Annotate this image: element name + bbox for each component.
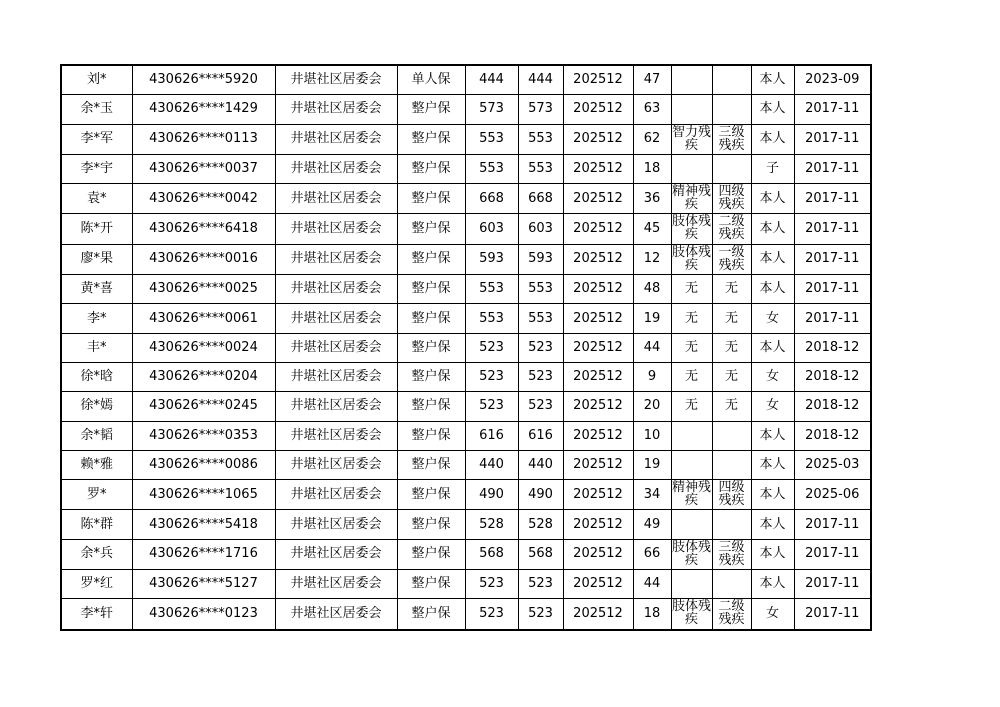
relation-cell: 子 xyxy=(751,154,794,183)
name-cell: 徐*嫣 xyxy=(61,392,132,421)
relation-cell: 本人 xyxy=(751,275,794,304)
disability-level-cell xyxy=(712,154,751,183)
relation-cell: 本人 xyxy=(751,510,794,539)
type-cell: 整户保 xyxy=(397,333,465,362)
name-cell: 罗* xyxy=(61,480,132,510)
table-row xyxy=(61,599,871,630)
disability-type-cell xyxy=(671,95,712,124)
id-cell: 430626****0016 xyxy=(132,244,275,274)
age-cell: 48 xyxy=(633,275,671,304)
disability-type-cell xyxy=(671,421,712,450)
org-cell: 井堪社区居委会 xyxy=(275,450,397,479)
amount-cell: 553 xyxy=(465,275,518,304)
org-cell: 井堪社区居委会 xyxy=(275,362,397,391)
table-row xyxy=(61,95,871,124)
table-row xyxy=(61,275,871,304)
disability-level-cell xyxy=(712,510,751,539)
amount2-cell: 593 xyxy=(518,244,563,274)
amount2-cell: 553 xyxy=(518,275,563,304)
amount-cell: 523 xyxy=(465,570,518,599)
org-cell: 井堪社区居委会 xyxy=(275,154,397,183)
table-row xyxy=(61,244,871,274)
table-row xyxy=(61,184,871,214)
disability-type-cell: 无 xyxy=(671,275,712,304)
age-cell: 34 xyxy=(633,480,671,510)
org-cell: 井堪社区居委会 xyxy=(275,333,397,362)
table-row xyxy=(61,421,871,450)
disability-level-cell: 二级残疾 xyxy=(712,599,751,630)
org-cell: 井堪社区居委会 xyxy=(275,275,397,304)
age-cell: 45 xyxy=(633,214,671,244)
age-cell: 19 xyxy=(633,304,671,333)
org-cell: 井堪社区居委会 xyxy=(275,244,397,274)
date-cell: 2017-11 xyxy=(794,95,871,124)
date-cell: 2018-12 xyxy=(794,362,871,391)
disability-type-cell xyxy=(671,450,712,479)
type-cell: 整户保 xyxy=(397,304,465,333)
disability-type-cell: 肢体残疾 xyxy=(671,214,711,243)
age-cell: 9 xyxy=(633,362,671,391)
id-cell: 430626****6418 xyxy=(132,214,275,244)
amount2-cell: 553 xyxy=(518,154,563,183)
period-cell: 202512 xyxy=(563,539,633,569)
period-cell: 202512 xyxy=(563,304,633,333)
age-cell: 44 xyxy=(633,333,671,362)
date-cell: 2017-11 xyxy=(794,275,871,304)
date-cell: 2017-11 xyxy=(794,214,871,244)
type-cell: 整户保 xyxy=(397,275,465,304)
age-cell: 47 xyxy=(633,65,671,95)
table-body xyxy=(61,65,871,630)
disability-level-cell: 四级残疾 xyxy=(712,480,751,510)
date-cell: 2017-11 xyxy=(794,599,871,630)
table-row xyxy=(61,304,871,333)
org-cell: 井堪社区居委会 xyxy=(275,570,397,599)
period-cell: 202512 xyxy=(563,65,633,95)
date-cell: 2017-11 xyxy=(794,124,871,154)
amount2-cell: 440 xyxy=(518,450,563,479)
date-cell: 2025-06 xyxy=(794,480,871,510)
table-row xyxy=(61,124,871,154)
name-cell: 赖*雅 xyxy=(61,450,132,479)
table-row xyxy=(61,333,871,362)
amount-cell: 573 xyxy=(465,95,518,124)
disability-type-cell: 肢体残疾 xyxy=(671,244,711,273)
relation-cell: 本人 xyxy=(751,480,794,510)
period-cell: 202512 xyxy=(563,124,633,154)
table-sheet xyxy=(60,64,872,631)
relation-cell: 女 xyxy=(751,392,794,421)
period-cell: 202512 xyxy=(563,333,633,362)
table-row xyxy=(61,214,871,244)
name-cell: 刘* xyxy=(61,65,132,95)
id-cell: 430626****0037 xyxy=(132,154,275,183)
id-cell: 430626****0042 xyxy=(132,184,275,214)
amount2-cell: 523 xyxy=(518,362,563,391)
amount2-cell: 603 xyxy=(518,214,563,244)
type-cell: 整户保 xyxy=(397,539,465,569)
amount2-cell: 553 xyxy=(518,124,563,154)
table-row xyxy=(61,450,871,479)
period-cell: 202512 xyxy=(563,214,633,244)
disability-level-cell: 二级残疾 xyxy=(712,214,751,244)
id-cell: 430626****0204 xyxy=(132,362,275,391)
amount-cell: 553 xyxy=(465,124,518,154)
period-cell: 202512 xyxy=(563,95,633,124)
disability-level-cell: 无 xyxy=(712,304,751,333)
amount2-cell: 523 xyxy=(518,599,563,630)
name-cell: 徐*晗 xyxy=(61,362,132,391)
table-row xyxy=(61,539,871,569)
age-cell: 18 xyxy=(633,599,671,630)
name-cell: 廖*果 xyxy=(61,244,132,274)
amount2-cell: 668 xyxy=(518,184,563,214)
disability-level-cell xyxy=(712,421,751,450)
id-cell: 430626****0024 xyxy=(132,333,275,362)
amount-cell: 490 xyxy=(465,480,518,510)
disability-type-cell: 肢体残疾 xyxy=(671,599,712,630)
age-cell: 36 xyxy=(633,184,671,214)
date-cell: 2023-09 xyxy=(794,65,871,95)
age-cell: 62 xyxy=(633,124,671,154)
name-cell: 陈*群 xyxy=(61,510,132,539)
org-cell: 井堪社区居委会 xyxy=(275,214,397,244)
period-cell: 202512 xyxy=(563,244,633,274)
disability-level-cell: 无 xyxy=(712,333,751,362)
type-cell: 整户保 xyxy=(397,124,465,154)
period-cell: 202512 xyxy=(563,275,633,304)
disability-type-cell xyxy=(671,510,712,539)
table-row xyxy=(61,392,871,421)
org-cell: 井堪社区居委会 xyxy=(275,539,397,569)
table-row xyxy=(61,154,871,183)
id-cell: 430626****0025 xyxy=(132,275,275,304)
age-cell: 49 xyxy=(633,510,671,539)
org-cell: 井堪社区居委会 xyxy=(275,392,397,421)
amount-cell: 553 xyxy=(465,304,518,333)
disability-type-cell: 无 xyxy=(671,392,712,421)
amount2-cell: 523 xyxy=(518,570,563,599)
relation-cell: 女 xyxy=(751,599,794,630)
relation-cell: 本人 xyxy=(751,95,794,124)
amount2-cell: 616 xyxy=(518,421,563,450)
date-cell: 2017-11 xyxy=(794,510,871,539)
id-cell: 430626****5127 xyxy=(132,570,275,599)
id-cell: 430626****5920 xyxy=(132,65,275,95)
amount-cell: 444 xyxy=(465,65,518,95)
amount2-cell: 523 xyxy=(518,392,563,421)
name-cell: 黄*喜 xyxy=(61,275,132,304)
name-cell: 李*宇 xyxy=(61,154,132,183)
amount-cell: 440 xyxy=(465,450,518,479)
id-cell: 430626****1429 xyxy=(132,95,275,124)
table-row xyxy=(61,65,871,95)
type-cell: 整户保 xyxy=(397,510,465,539)
table-row xyxy=(61,510,871,539)
name-cell: 李*轩 xyxy=(61,599,132,630)
type-cell: 整户保 xyxy=(397,480,465,510)
disability-level-cell: 无 xyxy=(712,275,751,304)
org-cell: 井堪社区居委会 xyxy=(275,124,397,154)
amount2-cell: 553 xyxy=(518,304,563,333)
disability-level-cell xyxy=(712,65,751,95)
amount-cell: 668 xyxy=(465,184,518,214)
name-cell: 袁* xyxy=(61,184,132,214)
amount-cell: 568 xyxy=(465,539,518,569)
relation-cell: 本人 xyxy=(751,184,794,214)
disability-type-cell: 肢体残疾 xyxy=(671,539,711,568)
id-cell: 430626****5418 xyxy=(132,510,275,539)
disability-level-cell: 三级残疾 xyxy=(712,124,751,154)
recipient-table xyxy=(60,64,872,631)
amount-cell: 616 xyxy=(465,421,518,450)
disability-type-cell: 无 xyxy=(671,304,712,333)
type-cell: 整户保 xyxy=(397,244,465,274)
age-cell: 66 xyxy=(633,539,671,569)
amount2-cell: 573 xyxy=(518,95,563,124)
disability-type-cell: 精神残疾 xyxy=(671,184,711,213)
relation-cell: 本人 xyxy=(751,244,794,274)
id-cell: 430626****0245 xyxy=(132,392,275,421)
org-cell: 井堪社区居委会 xyxy=(275,510,397,539)
table-row xyxy=(61,362,871,391)
amount-cell: 523 xyxy=(465,362,518,391)
date-cell: 2017-11 xyxy=(794,244,871,274)
age-cell: 63 xyxy=(633,95,671,124)
type-cell: 整户保 xyxy=(397,599,465,630)
relation-cell: 本人 xyxy=(751,450,794,479)
type-cell: 整户保 xyxy=(397,450,465,479)
org-cell: 井堪社区居委会 xyxy=(275,65,397,95)
org-cell: 井堪社区居委会 xyxy=(275,95,397,124)
amount2-cell: 523 xyxy=(518,333,563,362)
type-cell: 整户保 xyxy=(397,154,465,183)
date-cell: 2018-12 xyxy=(794,333,871,362)
amount-cell: 528 xyxy=(465,510,518,539)
relation-cell: 本人 xyxy=(751,124,794,154)
age-cell: 12 xyxy=(633,244,671,274)
name-cell: 李* xyxy=(61,304,132,333)
org-cell: 井堪社区居委会 xyxy=(275,184,397,214)
name-cell: 李*军 xyxy=(61,124,132,154)
amount2-cell: 568 xyxy=(518,539,563,569)
org-cell: 井堪社区居委会 xyxy=(275,599,397,630)
name-cell: 余*韬 xyxy=(61,421,132,450)
period-cell: 202512 xyxy=(563,362,633,391)
period-cell: 202512 xyxy=(563,450,633,479)
amount2-cell: 490 xyxy=(518,480,563,510)
disability-type-cell: 智力残疾 xyxy=(671,124,711,153)
date-cell: 2025-03 xyxy=(794,450,871,479)
amount2-cell: 444 xyxy=(518,65,563,95)
amount-cell: 603 xyxy=(465,214,518,244)
disability-level-cell xyxy=(712,450,751,479)
period-cell: 202512 xyxy=(563,570,633,599)
org-cell: 井堪社区居委会 xyxy=(275,304,397,333)
name-cell: 丰* xyxy=(61,333,132,362)
disability-type-cell xyxy=(671,570,712,599)
period-cell: 202512 xyxy=(563,599,633,630)
type-cell: 整户保 xyxy=(397,392,465,421)
amount-cell: 523 xyxy=(465,599,518,630)
amount2-cell: 528 xyxy=(518,510,563,539)
age-cell: 44 xyxy=(633,570,671,599)
period-cell: 202512 xyxy=(563,421,633,450)
amount-cell: 553 xyxy=(465,154,518,183)
disability-type-cell: 精神残疾 xyxy=(671,480,711,509)
type-cell: 整户保 xyxy=(397,362,465,391)
period-cell: 202512 xyxy=(563,392,633,421)
id-cell: 430626****0061 xyxy=(132,304,275,333)
org-cell: 井堪社区居委会 xyxy=(275,421,397,450)
disability-type-cell xyxy=(671,154,712,183)
disability-level-cell xyxy=(712,95,751,124)
disability-type-cell: 无 xyxy=(671,333,712,362)
org-cell: 井堪社区居委会 xyxy=(275,480,397,510)
age-cell: 19 xyxy=(633,450,671,479)
relation-cell: 本人 xyxy=(751,214,794,244)
name-cell: 余*兵 xyxy=(61,539,132,569)
disability-level-cell: 三级残疾 xyxy=(712,539,751,569)
type-cell: 整户保 xyxy=(397,570,465,599)
date-cell: 2017-11 xyxy=(794,570,871,599)
name-cell: 余*玉 xyxy=(61,95,132,124)
id-cell: 430626****0113 xyxy=(132,124,275,154)
disability-type-cell: 无 xyxy=(671,362,712,391)
disability-level-cell: 无 xyxy=(712,392,751,421)
relation-cell: 女 xyxy=(751,304,794,333)
relation-cell: 本人 xyxy=(751,570,794,599)
type-cell: 单人保 xyxy=(397,65,465,95)
id-cell: 430626****0086 xyxy=(132,450,275,479)
id-cell: 430626****0353 xyxy=(132,421,275,450)
disability-type-cell xyxy=(671,65,712,95)
type-cell: 整户保 xyxy=(397,214,465,244)
age-cell: 20 xyxy=(633,392,671,421)
type-cell: 整户保 xyxy=(397,421,465,450)
date-cell: 2017-11 xyxy=(794,304,871,333)
id-cell: 430626****1065 xyxy=(132,480,275,510)
period-cell: 202512 xyxy=(563,510,633,539)
relation-cell: 本人 xyxy=(751,421,794,450)
amount-cell: 523 xyxy=(465,333,518,362)
name-cell: 陈*开 xyxy=(61,214,132,244)
id-cell: 430626****1716 xyxy=(132,539,275,569)
relation-cell: 本人 xyxy=(751,539,794,569)
date-cell: 2018-12 xyxy=(794,392,871,421)
amount-cell: 523 xyxy=(465,392,518,421)
disability-level-cell xyxy=(712,570,751,599)
period-cell: 202512 xyxy=(563,154,633,183)
relation-cell: 本人 xyxy=(751,65,794,95)
date-cell: 2017-11 xyxy=(794,184,871,214)
age-cell: 18 xyxy=(633,154,671,183)
relation-cell: 女 xyxy=(751,362,794,391)
period-cell: 202512 xyxy=(563,184,633,214)
relation-cell: 本人 xyxy=(751,333,794,362)
date-cell: 2018-12 xyxy=(794,421,871,450)
age-cell: 10 xyxy=(633,421,671,450)
id-cell: 430626****0123 xyxy=(132,599,275,630)
table-row xyxy=(61,480,871,510)
type-cell: 整户保 xyxy=(397,95,465,124)
table-row xyxy=(61,570,871,599)
date-cell: 2017-11 xyxy=(794,539,871,569)
type-cell: 整户保 xyxy=(397,184,465,214)
date-cell: 2017-11 xyxy=(794,154,871,183)
name-cell: 罗*红 xyxy=(61,570,132,599)
period-cell: 202512 xyxy=(563,480,633,510)
disability-level-cell: 一级残疾 xyxy=(712,244,751,274)
disability-level-cell: 四级残疾 xyxy=(712,184,751,214)
amount-cell: 593 xyxy=(465,244,518,274)
disability-level-cell: 无 xyxy=(712,362,751,391)
